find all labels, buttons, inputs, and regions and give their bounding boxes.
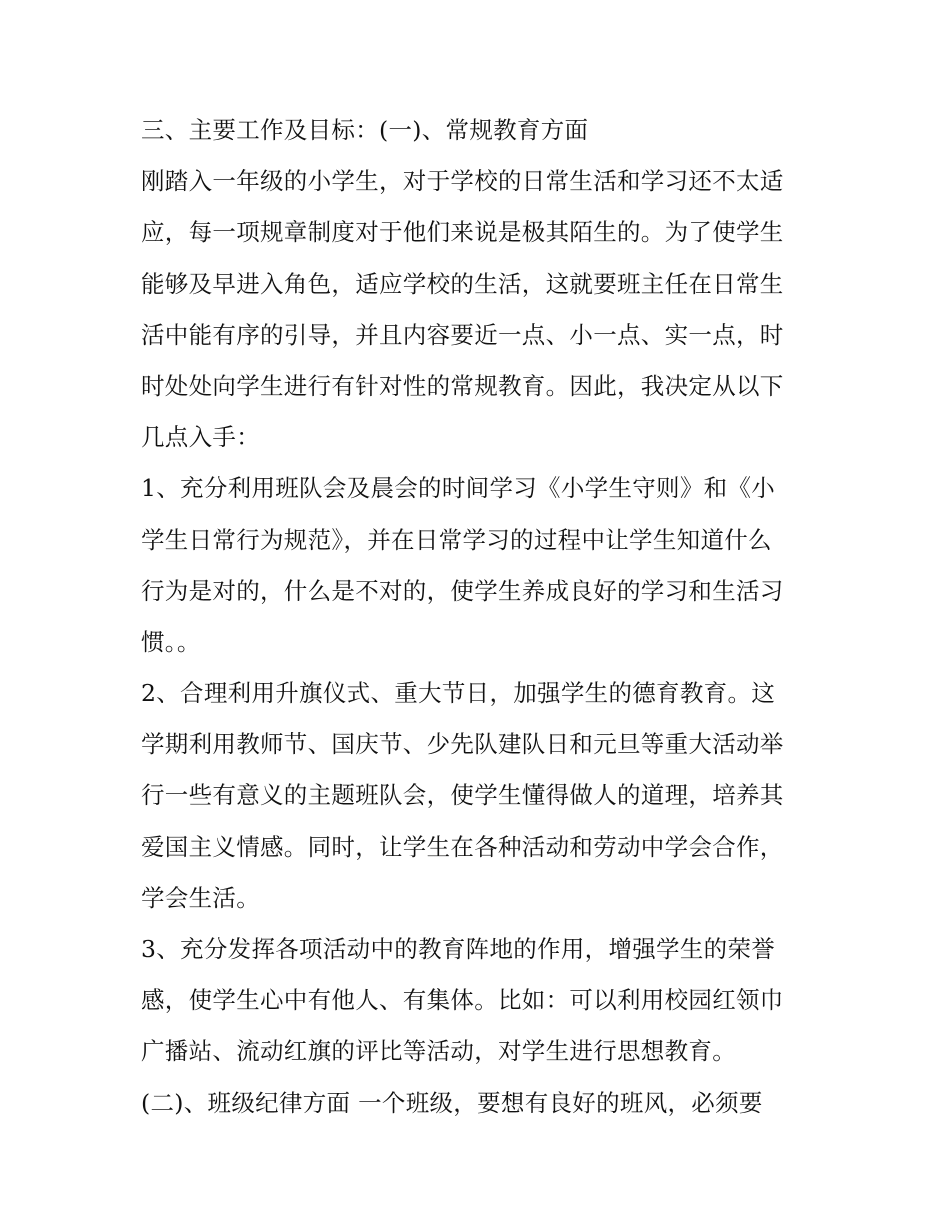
list-item-3-line: 广播站、流动红旗的评比等活动，对学生进行思想教育。 bbox=[141, 1037, 736, 1066]
list-item-3-line: 3、充分发挥各项活动中的教育阵地的作用，增强学生的荣誉 bbox=[141, 935, 776, 963]
list-item-2-line: 学期利用教师节、国庆节、少先队建队日和元旦等重大活动举 bbox=[141, 730, 784, 759]
list-item-2-line: 2、合理利用升旗仪式、重大节日，加强学生的德育教育。这 bbox=[141, 679, 776, 708]
paragraph-line: 几点入手： bbox=[141, 423, 260, 452]
list-item-1-line: 学生日常行为规范》，并在日常学习的过程中让学生知道什么 bbox=[141, 525, 772, 554]
section-heading: 三、主要工作及目标：(一)、常规教育方面 bbox=[141, 116, 589, 144]
list-item-2-line: 行一些有意义的主题班队会，使学生懂得做人的道理，培养其 bbox=[141, 781, 784, 810]
paragraph-line: 刚踏入一年级的小学生，对于学校的日常生活和学习还不太适 bbox=[141, 167, 784, 196]
document-body bbox=[141, 112, 821, 1136]
subsection-line: (二)、班级纪律方面 一个班级，要想有良好的班风，必须要 bbox=[141, 1088, 763, 1117]
paragraph-line: 时处处向学生进行有针对性的常规教育。因此，我决定从以下 bbox=[141, 371, 784, 400]
paragraph-line: 能够及早进入角色，适应学校的生活，这就要班主任在日常生 bbox=[141, 269, 784, 298]
list-item-3-line: 感，使学生心中有他人、有集体。比如：可以利用校园红领巾 bbox=[141, 986, 784, 1015]
list-item-2-line: 爱国主义情感。同时，让学生在各种活动和劳动中学会合作， bbox=[141, 832, 784, 861]
list-item-1-line: 行为是对的，什么是不对的，使学生养成良好的学习和生活习 bbox=[141, 576, 784, 605]
list-item-1-line: 1、充分利用班队会及晨会的时间学习《小学生守则》和《小 bbox=[141, 474, 776, 503]
list-item-1-line: 惯。。 bbox=[141, 627, 201, 656]
paragraph-line: 活中能有序的引导，并且内容要近一点、小一点、实一点，时 bbox=[141, 320, 784, 349]
paragraph-line: 应，每一项规章制度对于他们来说是极其陌生的。为了使学生 bbox=[141, 218, 784, 247]
list-item-2-line: 学会生活。 bbox=[141, 883, 260, 912]
